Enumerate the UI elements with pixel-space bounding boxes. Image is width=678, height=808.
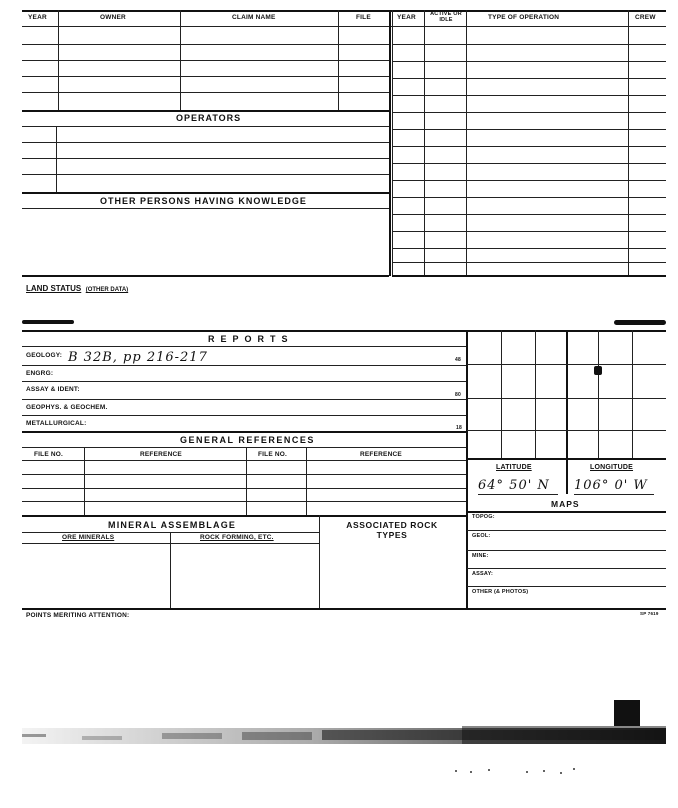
gr-col-ref-2: REFERENCE	[360, 451, 402, 458]
operators-title: OPERATORS	[176, 113, 242, 123]
land-status-text: LAND STATUS	[26, 284, 82, 293]
speck	[573, 768, 575, 770]
header-year: YEAR	[28, 14, 47, 21]
longitude-value: 106° 0' W	[574, 478, 648, 493]
latitude-value: 64° 50' N	[478, 478, 550, 493]
speck	[560, 772, 562, 774]
gr-col-file-1: FILE NO.	[34, 451, 64, 458]
report-value-geology: B 32B, pp 216-217	[68, 350, 208, 365]
speck	[543, 770, 545, 772]
speck	[455, 770, 457, 772]
ink-smudge-right	[614, 320, 666, 325]
report-code-metallurgical: 18	[456, 425, 462, 431]
map-row-mine: MINE:	[472, 553, 489, 559]
header-year-2: YEAR	[397, 14, 416, 21]
header-file: FILE	[356, 14, 371, 21]
report-label-metallurgical: METALLURGICAL:	[26, 420, 87, 427]
land-status-label	[26, 278, 128, 296]
report-label-engrg: ENGRG:	[26, 370, 54, 377]
associated-rock-types-label: ASSOCIATED ROCK TYPES	[346, 520, 438, 540]
other-persons-title: OTHER PERSONS HAVING KNOWLEDGE	[100, 196, 307, 206]
rock-forming-label: ROCK FORMING, ETC.	[200, 534, 274, 541]
longitude-label: LONGITUDE	[590, 464, 634, 471]
header-type-of-operation: TYPE OF OPERATION	[488, 14, 560, 21]
general-references-title: GENERAL REFERENCES	[180, 435, 315, 445]
map-row-assay: ASSAY:	[472, 571, 494, 577]
report-label-geology: GEOLOGY:	[26, 352, 63, 359]
maps-title: MAPS	[551, 499, 580, 509]
ink-smudge-left	[22, 320, 74, 324]
report-label-geophys: GEOPHYS. & GEOCHEM.	[26, 404, 108, 411]
header-owner: OWNER	[100, 14, 126, 21]
map-row-geol: GEOL:	[472, 533, 491, 539]
mineral-assemblage-title: MINERAL ASSEMBLAGE	[108, 520, 237, 530]
location-marker	[594, 366, 602, 375]
gr-col-ref-1: REFERENCE	[140, 451, 182, 458]
report-code-geology: 48	[455, 357, 461, 363]
header-active-idle: ACTIVE OR IDLE	[430, 11, 462, 23]
map-row-topog: TOPOG:	[472, 514, 495, 520]
speck	[470, 771, 472, 773]
latitude-label: LATITUDE	[496, 464, 532, 471]
reports-title: REPORTS	[208, 334, 294, 344]
map-row-other: OTHER (& PHOTOS)	[472, 589, 529, 595]
form-code: SP 7619	[640, 611, 659, 616]
header-claim-name: CLAIM NAME	[232, 14, 276, 21]
ore-minerals-label: ORE MINERALS	[62, 534, 115, 541]
report-label-assay: ASSAY & IDENT:	[26, 386, 80, 393]
scan-noise-graphic	[22, 700, 666, 760]
speck	[526, 771, 528, 773]
gr-col-file-2: FILE NO.	[258, 451, 288, 458]
points-meriting-attention: POINTS MERITING ATTENTION:	[26, 612, 130, 619]
header-crew: CREW	[635, 14, 656, 21]
report-code-assay: 80	[455, 392, 461, 398]
land-status-sub: (OTHER DATA)	[85, 287, 129, 293]
speck	[488, 769, 490, 771]
